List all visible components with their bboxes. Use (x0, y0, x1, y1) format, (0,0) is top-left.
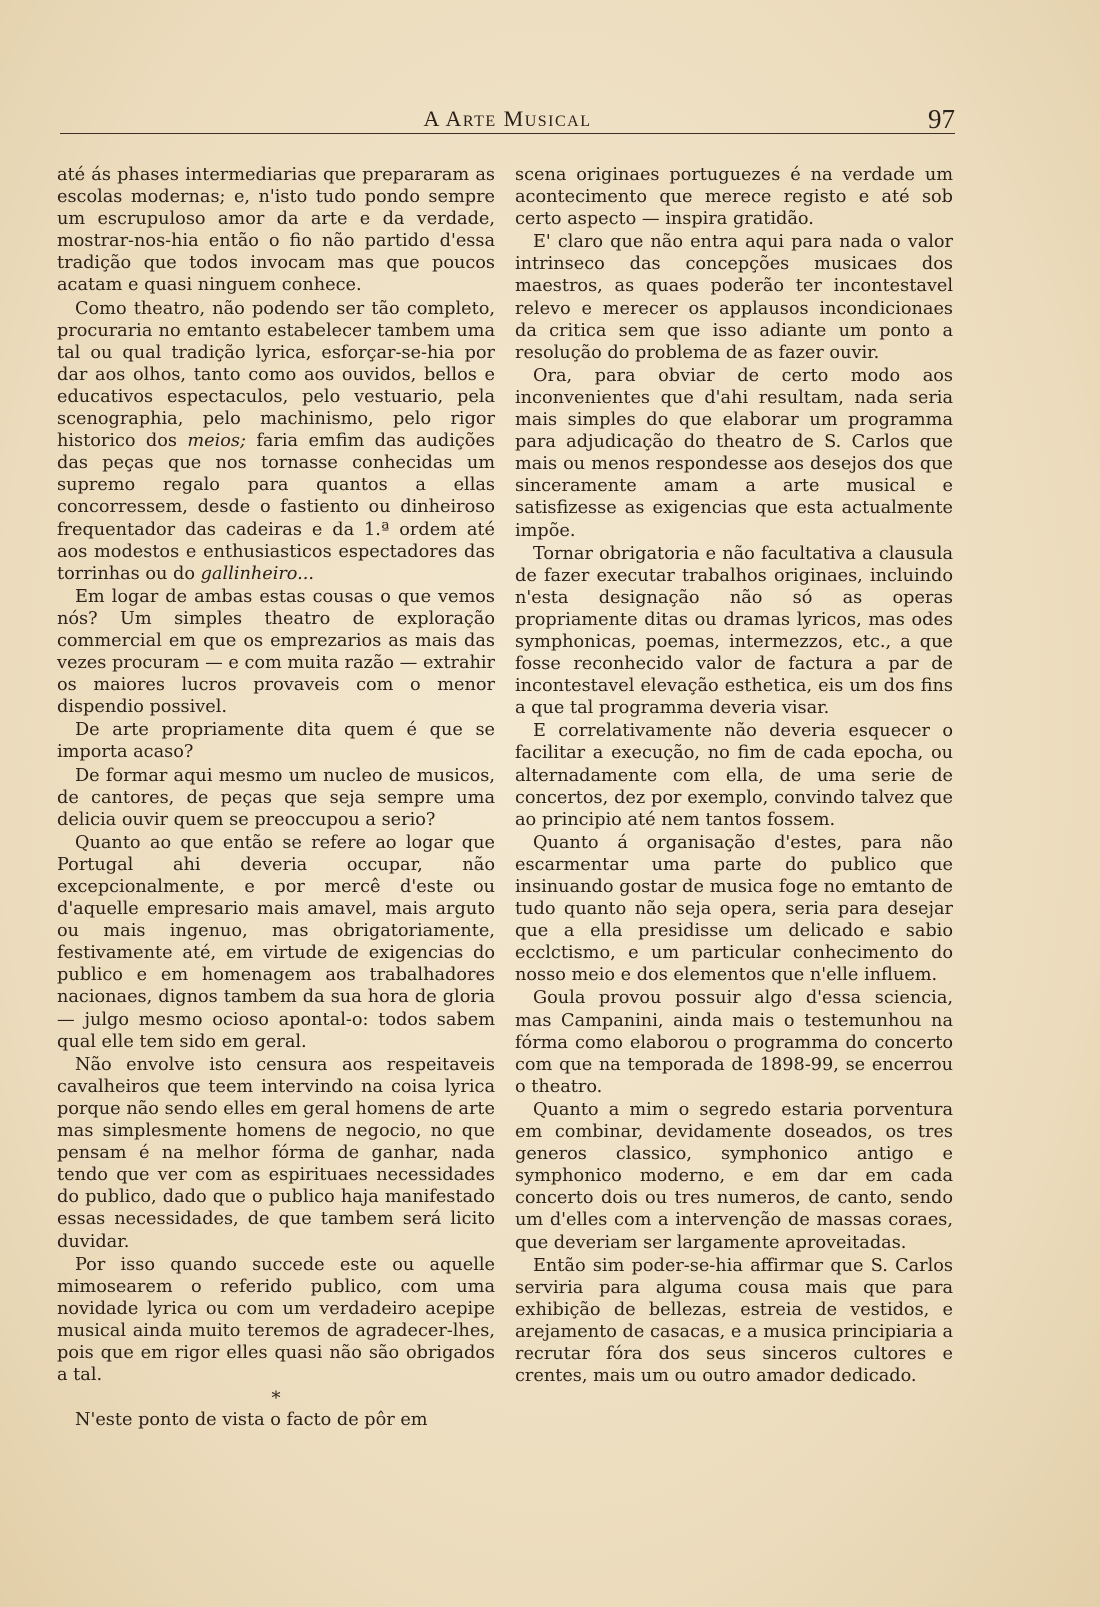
right-paragraph-3: Ora, para obviar de certo modo aos inconvenientes que d'ahi resultam, nada seria mais simples do que elaborar um programma para adjudicação do theatro de S. Carlos que mais ou menos respondesse aos desejos dos que sinceramente amam a arte musical e satisfizesse as exigencias que esta actualmente impõe. (515, 365, 953, 541)
right-paragraph-6: Quanto á organisação d'estes, para não escarmentar uma parte do publico que insinuando gostar de musica foge no emtanto de tudo quanto não seja opera, seria para desejar que a ella presidisse um delicado e sabio ecclctismo, e um particular conhecimento do nosso meio e dos elementos que n'elle influem. (515, 832, 953, 986)
right-paragraph-9: Então sim poder-se-hia affirmar que S. Carlos serviria para alguma cousa mais que para exhibição de bellezas, estreia de vestidos, e arejamento de casacas, e a musica principiaria a recrutar fóra dos seus sinceros cultores e crentes, mais um ou outro amador dedicado. (515, 1255, 953, 1387)
title-letter-a: A (423, 106, 440, 131)
right-paragraph-1: scena originaes portuguezes é na verdade um acontecimento que merece registo e até sob certo aspecto — inspira gratidão. (515, 165, 953, 230)
left-paragraph-6: Quanto ao que então se refere ao logar que Portugal ahi deveria occupar, não excepcionalmente, e por mercê d'este ou d'aquelle empresario mais amavel, mais arguto ou mais ingenuo, mas obrigatoriamente, festivamente até, em virtude de exigencias do publico e em homenagem aos trabalhadores nacionaes, dignos tambem da sua hora de gloria — julgo mesmo ocioso apontal-o: todos sabem qual elle tem sido em geral. (57, 832, 495, 1052)
left-paragraph-2-part-a: Como theatro, não podendo ser tão completo, procuraria no emtanto estabelecer tambem uma tal ou qual tradição lyrica, esforçar-se-hia por dar aos olhos, tanto como aos ouvidos, bellos e educativos espectaculos, pelo vestuario, pela scenographia, pelo machinismo, pelo rigor historico dos (57, 298, 495, 452)
left-paragraph-1: até ás phases intermediarias que prepararam as escolas modernas; e, n'isto tudo pondo sempre um escrupuloso amor da arte e da verdade, mostrar-nos-hia então o fio não partido d'essa tradição que todos invocam mas que poucos acatam e quasi ninguem conhece. (57, 165, 495, 296)
journal-title: A ARTE MUSICAL (423, 106, 592, 131)
left-paragraph-2 (57, 298, 495, 585)
left-paragraph-5: De formar aqui mesmo um nucleo de musicos, de cantores, de peças que seja sempre uma delicia ouvir quem se preoccupou a serio? (57, 765, 495, 830)
left-paragraph-3: Em logar de ambas estas cousas o que vemos nós? Um simples theatro de exploração commercial em que os emprezarios as mais das vezes procuram — e com muita razão — extrahir os maiores lucros provaveis com o menor dispendio possivel. (57, 586, 496, 718)
left-paragraph-8: Por isso quando succede este ou aquelle mimosearem o referido publico, com uma novidade lyrica ou com um verdadeiro acepipe musical ainda muito teremos de agradecer-lhes, pois que em rigor elles quasi não são obrigados a tal. (57, 1254, 495, 1386)
left-paragraph-9: N'este ponto de vista o facto de pôr em (75, 1410, 428, 1431)
page-number: 97 (928, 104, 955, 134)
left-column (57, 164, 495, 1432)
title-arte: ARTE (445, 106, 497, 131)
right-column (515, 164, 953, 1388)
section-separator-asterisk: * (271, 1388, 281, 1410)
right-paragraph-5: E correlativamente não deveria esquecer o facilitar a execução, no fim de cada epocha, ou alternadamente com ella, de uma serie de concertos, dez por exemplo, convindo talvez que ao principio até nem tantos fossem. (515, 721, 953, 830)
left-paragraph-2-part-b: faria emfim das audições das peças que nos tornasse conhecidas um supremo regalo para quantos a ellas concorressem, desde o fastiento ou dinheiroso frequentador das cadeiras e da 1.ª ordem até aos modestos e enthusiasticos espectadores das torrinhas ou do (57, 431, 495, 584)
right-paragraph-7: Goula provou possuir algo d'essa sciencia, mas Campanini, ainda mais o testemunhou na fórma como elaborou o programma do concerto com que na temporada de 1898-99, se encerrou o theatro. (515, 988, 953, 1097)
right-paragraph-8: Quanto a mim o segredo estaria porventura em combinar, devidamente doseados, os tres generos classico, symphonico antigo e symphonico moderno, e em dar em cada concerto dois ou tres numeros, de canto, sendo um d'elles com a intervenção de massas coraes, que deveriam ser largamente aproveitadas. (515, 1099, 953, 1253)
left-paragraph-2-italic-gallinheiro: gallinheiro... (200, 563, 315, 584)
right-paragraph-4: Tornar obrigatoria e não facultativa a clausula de fazer executar trabalhos originaes, incluindo n'esta designação não só as operas propriamente ditas ou dramas lyricos, mas odes symphonicas, poemas, intermezzos, etc., a que fosse reconhecido valor de factura a par de incontestavel elevação esthetica, eis um dos fins a que tal programma deveria visar. (515, 543, 953, 719)
title-usical: USICAL (524, 113, 592, 130)
left-paragraph-4: De arte propriamente dita quem é que se importa acaso? (57, 720, 495, 763)
running-header (60, 98, 955, 138)
right-paragraph-2: E' claro que não entra aqui para nada o valor intrinseco das concepções musicaes dos maestros, as quaes poderão ter incontestavel relevo e merecer os applausos incondicionaes da critica sem que isso adiante um ponto a resolução do problema de as fazer ouvir. (515, 232, 953, 363)
header-rule (60, 133, 955, 134)
left-paragraph-2-italic-meios: meios; (187, 431, 246, 452)
left-paragraph-7: Não envolve isto censura aos respeitaveis cavalheiros que teem intervindo na coisa lyrica porque não sendo elles em geral homens de arte mas simplesmente homens de negocio, no que pensam é na melhor fórma de ganhar, nada tendo que ver com as espirituaes necessidades do publico, dado que o publico haja manifestado essas necessidades, de que tambem será licito duvidar. (57, 1054, 495, 1252)
